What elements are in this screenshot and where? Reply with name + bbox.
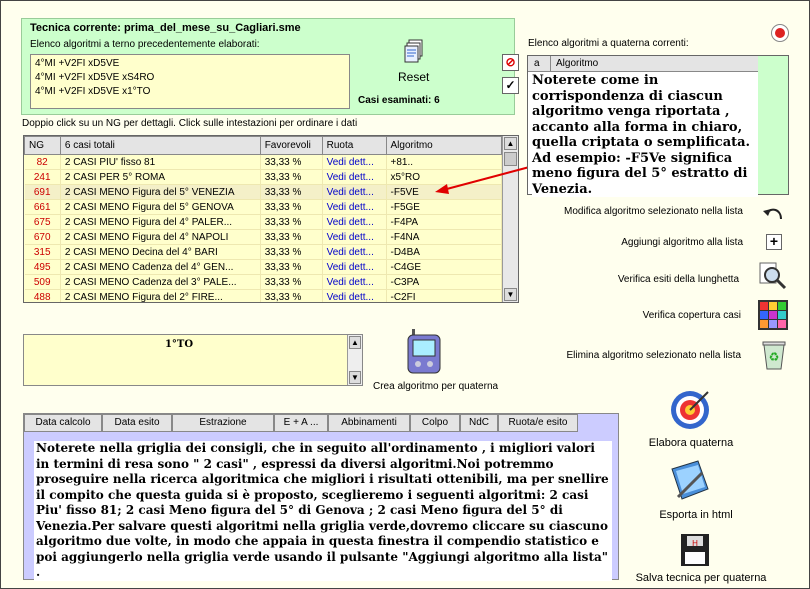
svg-text:♻: ♻ bbox=[768, 350, 780, 364]
modify-label[interactable]: Modifica algoritmo selezionato nella lista bbox=[564, 206, 743, 217]
cell-algoritmo: -D4BA bbox=[386, 245, 502, 260]
cell-favorevoli: 33,33 % bbox=[260, 185, 322, 200]
no-entry-icon[interactable]: ⊘ bbox=[502, 54, 519, 71]
table-row[interactable] bbox=[25, 155, 502, 170]
column-header[interactable]: NdC bbox=[460, 414, 498, 432]
quaterna-header bbox=[528, 56, 758, 72]
color-grid-icon[interactable] bbox=[758, 300, 788, 330]
column-header-algoritmo[interactable]: Algoritmo bbox=[556, 58, 599, 69]
table-row[interactable] bbox=[25, 275, 502, 290]
verify-outcomes-label[interactable]: Verifica esiti della lunghetta bbox=[617, 274, 739, 285]
cell-algoritmo: -C3PA bbox=[386, 275, 502, 290]
grid-hint: Doppio click su un NG per dettagli. Click sulle intestazioni per ordinare i dati bbox=[22, 118, 358, 129]
column-header-algoritmo[interactable]: Algoritmo bbox=[386, 137, 502, 155]
quaterna-side-column bbox=[758, 56, 788, 194]
cell-favorevoli: 33,33 % bbox=[260, 260, 322, 275]
cell-ruota[interactable]: Vedi dett... bbox=[322, 260, 386, 275]
esporta-button[interactable]: Esporta in html bbox=[659, 509, 733, 521]
cell-ng[interactable]: 675 bbox=[25, 215, 61, 230]
magnifier-icon[interactable] bbox=[758, 261, 788, 291]
cell-favorevoli: 33,33 % bbox=[260, 275, 322, 290]
cell-ng[interactable]: 241 bbox=[25, 170, 61, 185]
recycle-bin-icon[interactable] bbox=[760, 339, 788, 371]
terno-list[interactable] bbox=[30, 54, 350, 109]
cell-casi: 2 CASI MENO Figura del 5° GENOVA bbox=[60, 200, 260, 215]
cell-ruota[interactable]: Vedi dett... bbox=[322, 215, 386, 230]
column-header[interactable]: E + A ... bbox=[274, 414, 328, 432]
close-icon[interactable] bbox=[771, 24, 789, 42]
cell-favorevoli: 33,33 % bbox=[260, 170, 322, 185]
table-row[interactable] bbox=[25, 245, 502, 260]
svg-text:H: H bbox=[692, 539, 698, 548]
column-header[interactable]: Data esito bbox=[102, 414, 172, 432]
stats-header bbox=[24, 414, 620, 432]
column-header-a[interactable]: a bbox=[534, 58, 540, 69]
cell-ruota[interactable]: Vedi dett... bbox=[322, 200, 386, 215]
device-icon[interactable] bbox=[406, 329, 442, 375]
column-header[interactable]: Data calcolo bbox=[24, 414, 102, 432]
cell-casi: 2 CASI MENO Cadenza del 3° PALE... bbox=[60, 275, 260, 290]
check-icon[interactable]: ✓ bbox=[502, 77, 519, 94]
cell-casi: 2 CASI MENO Figura del 2° FIRE... bbox=[60, 290, 260, 304]
cell-ruota[interactable]: Vedi dett... bbox=[322, 245, 386, 260]
cell-ng[interactable]: 691 bbox=[25, 185, 61, 200]
column-header-ruota[interactable]: Ruota bbox=[322, 137, 386, 155]
list-item[interactable]: 4°MI +V2FI xD5VE xS4RO bbox=[35, 72, 155, 83]
scroll-down-icon[interactable]: ▼ bbox=[504, 288, 517, 301]
algorithm-input-text[interactable]: 1°TO bbox=[164, 339, 194, 350]
cell-algoritmo: -F5GE bbox=[386, 200, 502, 215]
delete-label[interactable]: Elimina algoritmo selezionato nella lista bbox=[566, 350, 741, 361]
cell-casi: 2 CASI PER 5° ROMA bbox=[60, 170, 260, 185]
tutorial-note: Noterete come in corrispondenza di ciascun algoritmo venga riportata , accanto alla forma in chiaro, quella criptata o semplificata. Ad esempio: -F5Ve significa meno figura del 5° estratto di Venezia. bbox=[532, 73, 758, 197]
annotation-arrow bbox=[431, 161, 541, 197]
cell-favorevoli: 33,33 % bbox=[260, 215, 322, 230]
cell-ng[interactable]: 315 bbox=[25, 245, 61, 260]
table-row[interactable] bbox=[25, 185, 502, 200]
cell-casi: 2 CASI MENO Figura del 4° PALER... bbox=[60, 215, 260, 230]
cell-ruota[interactable]: Vedi dett... bbox=[322, 155, 386, 170]
column-header[interactable]: Ruota/e esito bbox=[498, 414, 578, 432]
export-book-icon[interactable] bbox=[668, 459, 712, 505]
cell-algoritmo: -C4GE bbox=[386, 260, 502, 275]
documents-icon[interactable] bbox=[404, 39, 424, 63]
reset-button[interactable]: Reset bbox=[398, 70, 430, 84]
column-header[interactable]: Estrazione bbox=[172, 414, 274, 432]
cell-favorevoli: 33,33 % bbox=[260, 290, 322, 304]
cell-favorevoli: 33,33 % bbox=[260, 230, 322, 245]
cell-ng[interactable]: 509 bbox=[25, 275, 61, 290]
column-header-favorevoli[interactable]: Favorevoli bbox=[260, 137, 322, 155]
scroll-up-icon[interactable]: ▲ bbox=[504, 137, 517, 150]
cell-algoritmo: x5°RO bbox=[386, 170, 502, 185]
table-row[interactable] bbox=[25, 230, 502, 245]
cell-ruota[interactable]: Vedi dett... bbox=[322, 230, 386, 245]
quaterna-grid[interactable] bbox=[527, 55, 789, 195]
undo-arrow-icon[interactable] bbox=[761, 201, 785, 225]
target-icon[interactable] bbox=[668, 388, 712, 432]
algorithm-input[interactable] bbox=[23, 334, 363, 386]
input-scrollbar[interactable] bbox=[347, 335, 362, 385]
tutorial-note-bottom: Noterete nella griglia dei consigli, che in seguito all'ordinamento , i migliori valori in termini di resa sono " 2 casi" , espressi da diversi algoritmi.Noi potremmo proseguire nella ricerca algoritmica che migliori i risultati ottenibili, ma per snellire il compito che questa guida si è proposto, sceglieremo i seguenti algoritmi: 2 casi Piu' fisso 81; 2 casi Meno figura del 5° di Genova ; 2 casi Meno figura del 5° di Venezia.Per salvare questi algoritmi nella griglia verde,dovremo cliccare su ciascuno algoritmo due volte, in modo che appaia in questa finestra il compendio statistico e poi aggiungerlo nella griglia verde usando il pulsante "Aggiungi algoritmo alla lista" . bbox=[34, 441, 612, 581]
table-row[interactable] bbox=[25, 200, 502, 215]
cell-casi: 2 CASI MENO Cadenza del 4° GEN... bbox=[60, 260, 260, 275]
scroll-up-icon[interactable]: ▲ bbox=[349, 336, 361, 349]
column-header-casi[interactable]: 6 casi totali bbox=[60, 137, 260, 155]
cell-algoritmo: +81.. bbox=[386, 155, 502, 170]
cell-casi: 2 CASI MENO Figura del 4° NAPOLI bbox=[60, 230, 260, 245]
column-header[interactable]: Abbinamenti bbox=[328, 414, 410, 432]
floppy-disk-icon[interactable] bbox=[679, 532, 711, 568]
verify-coverage-label[interactable]: Verifica copertura casi bbox=[642, 310, 741, 321]
cell-favorevoli: 33,33 % bbox=[260, 155, 322, 170]
add-label[interactable]: Aggiungi algoritmo alla lista bbox=[621, 237, 743, 248]
salva-button[interactable]: Salva tecnica per quaterna bbox=[635, 572, 767, 584]
scroll-down-icon[interactable]: ▼ bbox=[349, 371, 361, 384]
cell-favorevoli: 33,33 % bbox=[260, 200, 322, 215]
cell-ng[interactable]: 82 bbox=[25, 155, 61, 170]
cell-casi: 2 CASI MENO Figura del 5° VENEZIA bbox=[60, 185, 260, 200]
table-row[interactable] bbox=[25, 215, 502, 230]
cell-favorevoli: 33,33 % bbox=[260, 245, 322, 260]
column-header-ng[interactable]: NG bbox=[25, 137, 61, 155]
create-algorithm-label[interactable]: Crea algoritmo per quaterna bbox=[373, 381, 499, 392]
plus-icon[interactable]: + bbox=[766, 234, 782, 250]
cell-ruota[interactable]: Vedi dett... bbox=[322, 170, 386, 185]
list-item[interactable]: 4°MI +V2FI xD5VE x1°TO bbox=[35, 86, 151, 97]
cell-algoritmo: -F4NA bbox=[386, 230, 502, 245]
terno-panel bbox=[21, 18, 515, 115]
stats-panel bbox=[23, 413, 619, 580]
cell-algoritmo: -F4PA bbox=[386, 215, 502, 230]
table-row[interactable] bbox=[25, 260, 502, 275]
list-item[interactable]: 4°MI +V2FI xD5VE bbox=[35, 58, 120, 69]
cell-ng[interactable]: 670 bbox=[25, 230, 61, 245]
cell-ruota[interactable]: Vedi dett... bbox=[322, 185, 386, 200]
cell-casi: 2 CASI PIU' fisso 81 bbox=[60, 155, 260, 170]
elabora-button[interactable]: Elabora quaterna bbox=[648, 437, 734, 449]
cell-algoritmo: -F5VE bbox=[386, 185, 502, 200]
technique-title: Tecnica corrente: prima_del_mese_su_Cagliari.sme bbox=[30, 22, 301, 34]
table-row[interactable] bbox=[25, 170, 502, 185]
cell-ng[interactable]: 661 bbox=[25, 200, 61, 215]
column-header[interactable]: Colpo bbox=[410, 414, 460, 432]
cell-ruota[interactable]: Vedi dett... bbox=[322, 290, 386, 304]
cell-ng[interactable]: 495 bbox=[25, 260, 61, 275]
terno-list-label: Elenco algoritmi a terno precedentemente elaborati: bbox=[30, 39, 260, 50]
table-row[interactable] bbox=[25, 290, 502, 304]
cell-casi: 2 CASI MENO Decina del 4° BARI bbox=[60, 245, 260, 260]
cell-algoritmo: -C2FI bbox=[386, 290, 502, 304]
cases-examined: Casi esaminati: 6 bbox=[358, 95, 440, 106]
quaterna-list-label: Elenco algoritmi a quaterna correnti: bbox=[528, 38, 689, 49]
cell-ng[interactable]: 488 bbox=[25, 290, 61, 304]
cell-ruota[interactable]: Vedi dett... bbox=[322, 275, 386, 290]
